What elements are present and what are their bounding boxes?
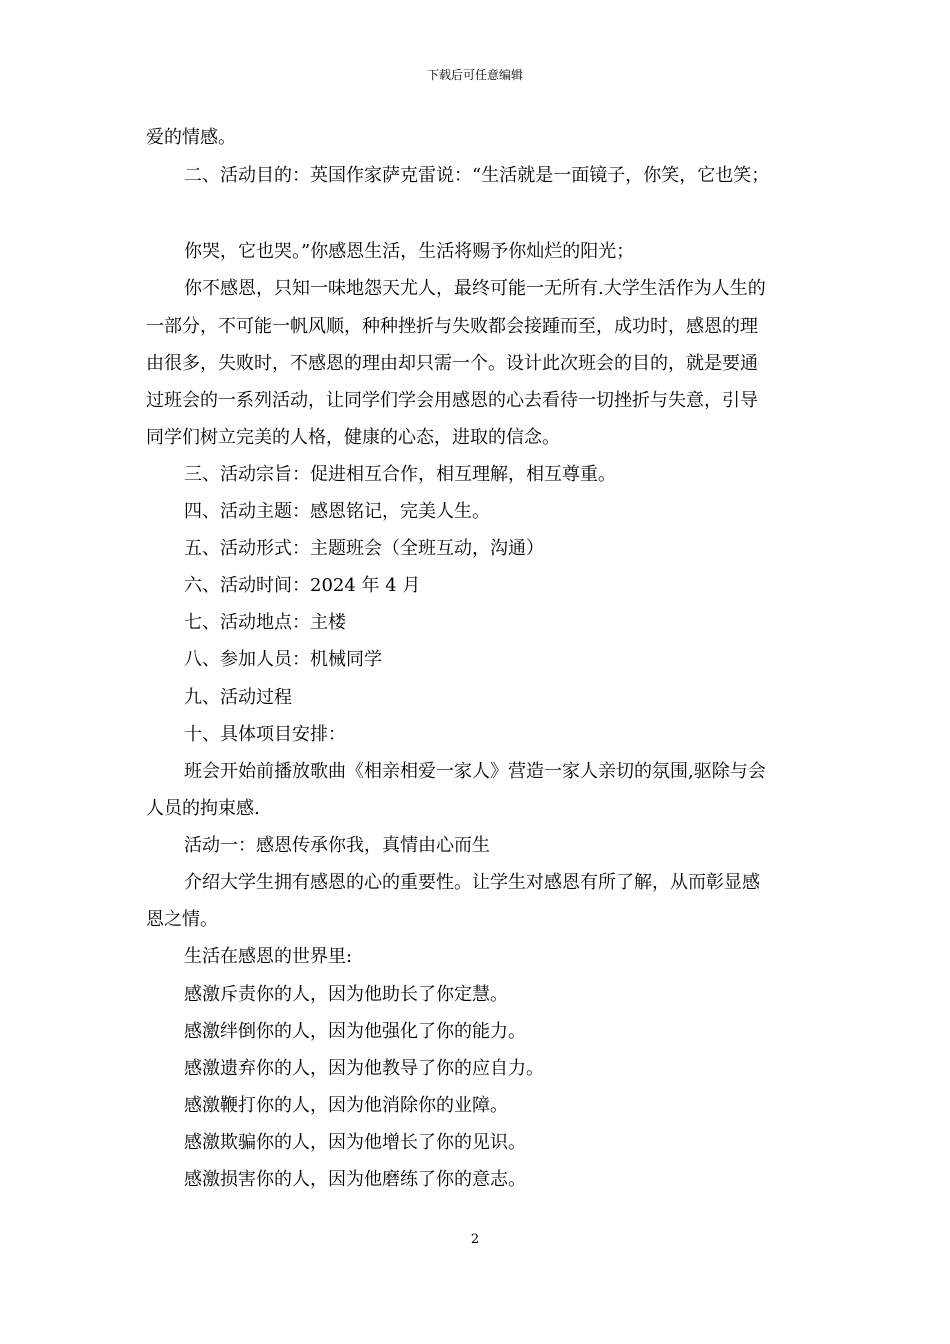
page-number: 2 [470, 1232, 480, 1247]
text-line: 感激遗弃你的人，因为他教导了你的应自力。 [184, 1058, 544, 1079]
text-line: 九、活动过程 [184, 687, 292, 708]
text-line: 爱的情感。 [146, 127, 236, 148]
text-line: 七、活动地点：主楼 [184, 612, 346, 633]
text-line: 二、活动目的：英国作家萨克雷说：“生活就是一面镜子，你笑，它也笑； [184, 165, 770, 186]
text-line: 五、活动形式：主题班会（全班互动，沟通） [184, 538, 544, 559]
text-line: 十、具体项目安排： [184, 724, 346, 745]
text-line: 人员的拘束感. [146, 798, 260, 819]
text-line: 班会开始前播放歌曲《相亲相爱一家人》营造一家人亲切的氛围,驱除与会 [184, 761, 766, 782]
text-line: 由很多，失败时，不感恩的理由却只需一个。设计此次班会的目的，就是要通 [146, 353, 758, 374]
text-line: 生活在感恩的世界里: [184, 946, 353, 967]
text-line: 一部分，不可能一帆风顺，种种挫折与失败都会接踵而至，成功时，感恩的理 [146, 316, 758, 337]
text-line: 感激欺骗你的人，因为他增长了你的见识。 [184, 1132, 526, 1153]
text-line: 过班会的一系列活动，让同学们学会用感恩的心去看待一切挫折与失意，引导 [146, 390, 758, 411]
text-line: 同学们树立完美的人格，健康的心态，进取的信念。 [146, 427, 560, 448]
text-line: 四、活动主题：感恩铭记，完美人生。 [184, 501, 490, 522]
text-line: 活动一：感恩传承你我，真情由心而生 [184, 835, 490, 856]
text-line: 感激斥责你的人，因为他助长了你定慧。 [184, 984, 508, 1005]
page-header: 下载后可任意编辑 [426, 68, 523, 82]
text-line: 八、参加人员：机械同学 [184, 649, 382, 670]
text-line: 你不感恩，只知一味地怨天尤人，最终可能一无所有.大学生活作为人生的 [184, 278, 766, 299]
text-line: 感激鞭打你的人，因为他消除你的业障。 [184, 1095, 508, 1116]
text-line: 六、活动时间：2024 年 4 月 [184, 575, 421, 596]
text-line: 感激绊倒你的人，因为他强化了你的能力。 [184, 1021, 526, 1042]
text-line: 介绍大学生拥有感恩的心的重要性。让学生对感恩有所了解，从而彰显感 [184, 872, 760, 893]
text-line: 感激损害你的人，因为他磨练了你的意志。 [184, 1169, 526, 1190]
text-line: 恩之情。 [146, 909, 218, 930]
text-line: 三、活动宗旨：促进相互合作，相互理解，相互尊重。 [184, 464, 616, 485]
text-line: 你哭，它也哭。”你感恩生活，生活将赐予你灿烂的阳光； [184, 241, 635, 262]
